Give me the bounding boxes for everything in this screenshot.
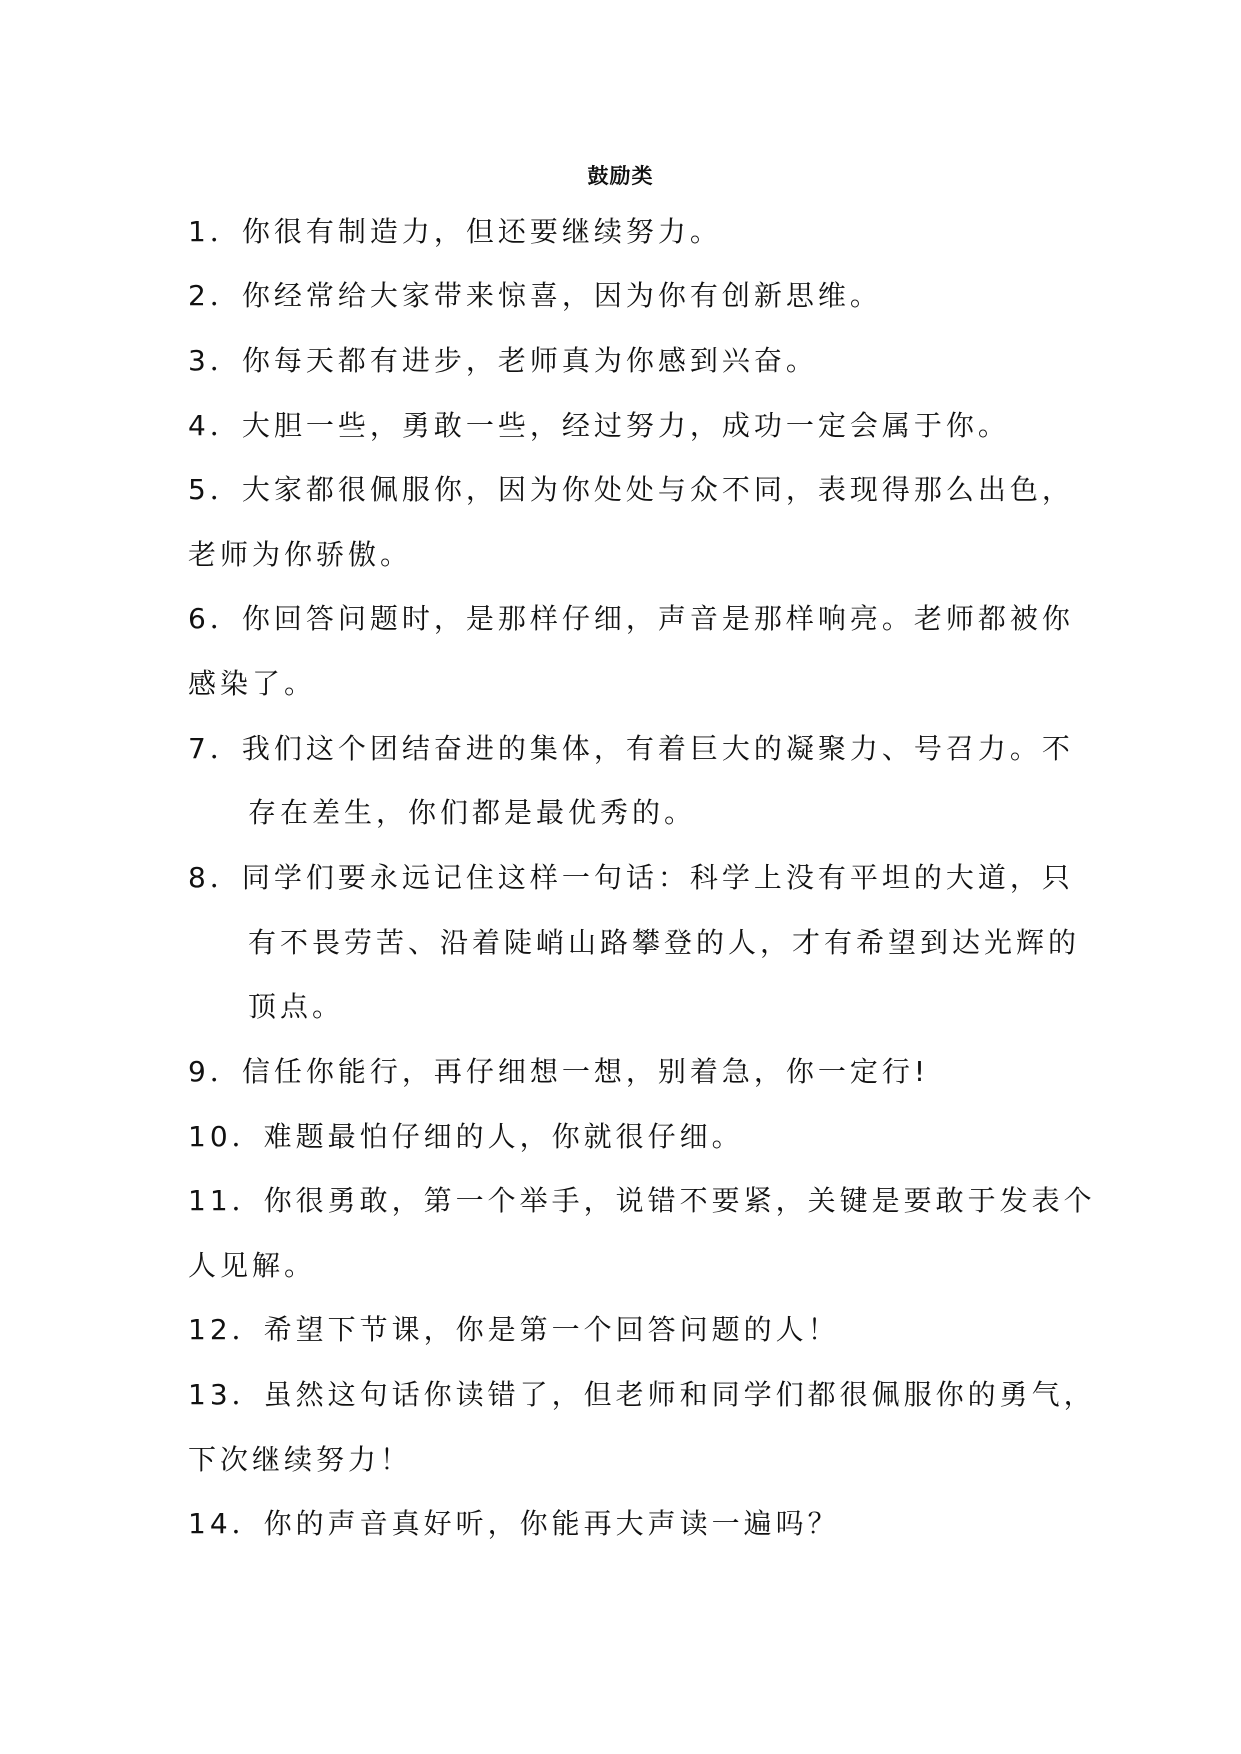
line-7a: 7．我们这个团结奋进的集体，有着巨大的凝聚力、号召力。不 <box>188 732 1074 765</box>
line-6a: 6．你回答问题时，是那样仔细，声音是那样响亮。老师都被你 <box>188 602 1074 635</box>
line-5a: 5．大家都很佩服你，因为你处处与众不同，表现得那么出色， <box>188 473 1074 506</box>
line-11a: 11．你很勇敢，第一个举手，说错不要紧，关键是要敢于发表个 <box>188 1184 1096 1217</box>
line-12: 12．希望下节课，你是第一个回答问题的人！ <box>188 1313 840 1346</box>
line-9: 9．信任你能行，再仔细想一想，别着急，你一定行! <box>188 1055 930 1088</box>
line-13a: 13．虽然这句话你读错了，但老师和同学们都很佩服你的勇气， <box>188 1378 1096 1411</box>
line-10: 10．难题最怕仔细的人，你就很仔细。 <box>188 1120 744 1153</box>
line-4: 4．大胆一些，勇敢一些，经过努力，成功一定会属于你。 <box>188 409 1010 442</box>
line-11b: 人见解。 <box>188 1249 317 1282</box>
line-5b: 老师为你骄傲。 <box>188 538 413 571</box>
line-1: 1．你很有制造力，但还要继续努力。 <box>188 215 722 248</box>
line-8c: 顶点。 <box>248 990 345 1023</box>
line-3: 3．你每天都有进步，老师真为你感到兴奋。 <box>188 344 818 377</box>
line-14: 14．你的声音真好听，你能再大声读一遍吗？ <box>188 1507 840 1540</box>
line-7b: 存在差生，你们都是最优秀的。 <box>248 796 697 829</box>
line-6b: 感染了。 <box>188 667 317 700</box>
line-8a: 8．同学们要永远记住这样一句话：科学上没有平坦的大道，只 <box>188 861 1074 894</box>
line-2: 2．你经常给大家带来惊喜，因为你有创新思维。 <box>188 279 882 312</box>
line-13b: 下次继续努力！ <box>188 1443 413 1476</box>
document-title: 鼓励类 <box>587 164 654 188</box>
line-8b: 有不畏劳苦、沿着陡峭山路攀登的人，才有希望到达光辉的 <box>248 926 1081 959</box>
